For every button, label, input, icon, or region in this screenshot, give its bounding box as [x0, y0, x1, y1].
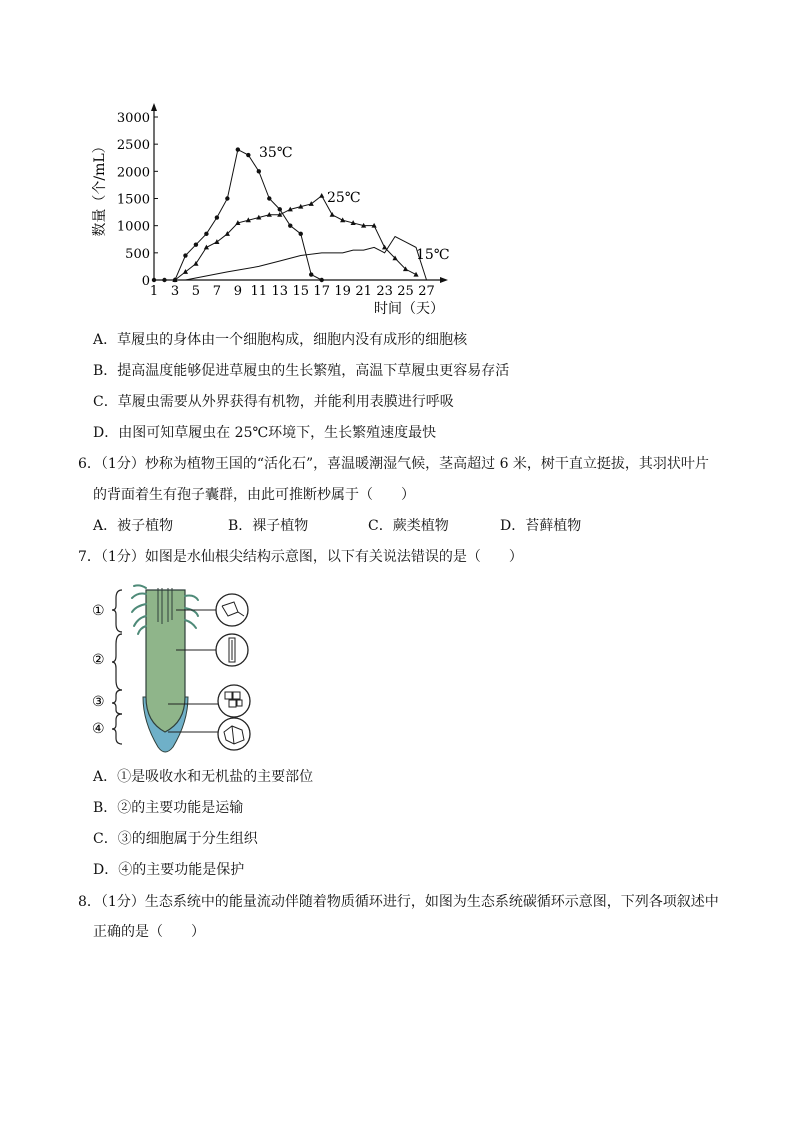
root-tip-diagram [88, 582, 348, 762]
q7-option-a: A．①是吸收水和无机盐的主要部位 [93, 769, 314, 785]
q7-option-b: B．②的主要功能是运输 [93, 800, 244, 816]
data-point [309, 272, 313, 276]
y-tick-label: 3000 [116, 111, 150, 126]
q7-stem: 7．（1分）如图是水仙根尖结构示意图，以下有关说法错误的是（ ） [78, 549, 523, 565]
y-tick-labels [117, 111, 158, 289]
y-axis-arrow [151, 103, 157, 111]
y-tick-label: 1500 [116, 192, 150, 208]
data-point [319, 193, 324, 198]
x-tick-label: 23 [376, 284, 393, 299]
q8-stem-line2: 正确的是（ ） [93, 924, 205, 940]
x-tick-label: 9 [233, 284, 242, 299]
y-tick-label: 1000 [116, 219, 150, 235]
x-tick-label: 11 [250, 284, 268, 299]
data-point [162, 278, 166, 282]
q6-option-d: D．苔藓植物 [500, 518, 582, 534]
data-point [309, 201, 314, 206]
data-point [299, 232, 303, 236]
series-line [175, 196, 416, 280]
x-tick-label: 19 [334, 284, 351, 299]
q7-option-c: C．③的细胞属于分生组织 [93, 831, 258, 847]
series-label: 15℃ [416, 247, 450, 263]
x-tick-label: 1 [149, 284, 159, 299]
q6-stem-line2: 的背面着生有孢子囊群，由此可推断杪属于（ ） [93, 487, 415, 503]
data-point [257, 169, 261, 173]
q7-option-d: D．④的主要功能是保护 [93, 862, 245, 878]
q5-option-d: D．由图可知草履虫在 25℃环境下，生长繁殖速度最快 [93, 425, 437, 441]
q5-option-b: B．提高温度能够促进草履虫的生长繁殖，高温下草履虫更容易存活 [93, 363, 510, 379]
data-point [215, 215, 219, 219]
y-tick-label: 500 [125, 246, 150, 262]
x-axis-label: 时间（天） [374, 301, 444, 317]
population-line-chart [0, 0, 794, 320]
y-tick-label: 2000 [116, 165, 150, 181]
data-point [246, 153, 250, 157]
x-tick-label: 5 [191, 284, 201, 299]
data-point [267, 196, 271, 200]
series-line [154, 150, 322, 280]
series-labels [259, 145, 449, 263]
x-tick-label: 13 [271, 284, 289, 299]
data-point [288, 223, 292, 227]
data-point [382, 245, 387, 250]
chart-series [152, 145, 450, 282]
root-body [146, 590, 185, 732]
x-tick-label: 7 [212, 284, 222, 299]
data-point [330, 212, 335, 217]
x-tick-label: 3 [170, 284, 180, 299]
y-tick-label: 2500 [116, 138, 150, 154]
series-25℃ [172, 193, 418, 282]
data-point [236, 147, 240, 151]
q6-option-c: C．蕨类植物 [368, 518, 449, 534]
q6-option-a: A．被子植物 [93, 518, 174, 534]
series-15℃ [185, 237, 426, 280]
y-tick-label: 0 [141, 274, 150, 289]
x-tick-label: 27 [418, 284, 435, 299]
x-tick-labels [150, 284, 435, 299]
data-point [152, 278, 156, 282]
x-tick-label: 21 [355, 284, 372, 299]
data-point [183, 269, 188, 274]
data-point [320, 278, 324, 282]
label-zone-1: ① [92, 603, 105, 619]
label-zone-3: ③ [92, 694, 105, 710]
x-tick-label: 25 [397, 284, 414, 299]
data-point [183, 253, 187, 257]
data-point [278, 207, 282, 211]
series-label: 25℃ [327, 190, 361, 206]
data-point [204, 232, 208, 236]
series-line [185, 237, 426, 280]
data-point [214, 239, 219, 244]
zone-braces [112, 590, 122, 744]
label-zone-4: ④ [92, 721, 105, 737]
q6-option-b: B．裸子植物 [228, 518, 309, 534]
x-tick-label: 17 [313, 284, 330, 299]
q8-stem-line1: 8．（1分）生态系统中的能量流动伴随着物质循环进行，如图为生态系统碳循环示意图，下列各项叙述中 [78, 894, 719, 910]
data-point [225, 196, 229, 200]
q5-option-c: C．草履虫需要从外界获得有机物，并能利用表膜进行呼吸 [93, 394, 454, 410]
data-point [194, 242, 198, 246]
x-axis-arrow [440, 277, 448, 283]
q6-stem-line1: 6．（1分）杪称为植物王国的“活化石”，喜温暖潮湿气候，茎高超过 6 米，树干直立挺拔，其羽状叶片 [78, 456, 709, 472]
y-axis-label: 数量（个/mL） [92, 139, 108, 237]
x-tick-label: 15 [292, 284, 310, 299]
series-label: 35℃ [259, 145, 293, 161]
series-35℃ [152, 147, 324, 282]
q6-options [93, 516, 581, 536]
label-zone-2: ② [92, 652, 105, 668]
q5-option-a: A．草履虫的身体由一个细胞构成，细胞内没有成形的细胞核 [93, 332, 468, 348]
